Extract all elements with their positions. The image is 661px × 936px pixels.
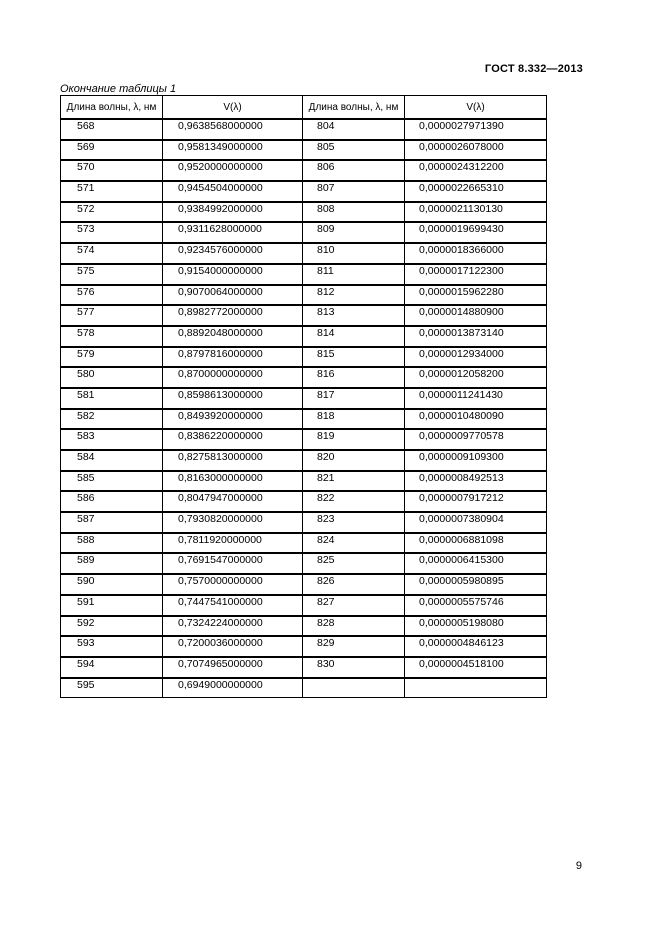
table-row <box>61 574 547 595</box>
v-lambda-cell: 0,0000026078000 <box>405 140 547 161</box>
v-lambda-cell: 0,9638568000000 <box>163 119 303 140</box>
table-row <box>61 243 547 264</box>
table-row <box>61 222 547 243</box>
table-row <box>61 285 547 306</box>
wavelength-cell: 588 <box>61 533 163 554</box>
table-row <box>61 326 547 347</box>
table-row <box>61 140 547 161</box>
v-lambda-cell <box>405 678 547 698</box>
wavelength-cell: 819 <box>303 429 405 450</box>
wavelength-cell: 805 <box>303 140 405 161</box>
column-header-v-lambda: V(λ) <box>405 96 547 120</box>
wavelength-cell <box>303 678 405 698</box>
wavelength-cell: 820 <box>303 450 405 471</box>
table-row <box>61 367 547 388</box>
wavelength-cell: 569 <box>61 140 163 161</box>
wavelength-cell: 583 <box>61 429 163 450</box>
v-lambda-cell: 0,0000006881098 <box>405 533 547 554</box>
wavelength-cell: 828 <box>303 616 405 637</box>
wavelength-cell: 571 <box>61 181 163 202</box>
wavelength-cell: 585 <box>61 471 163 492</box>
wavelength-cell: 823 <box>303 512 405 533</box>
v-lambda-cell: 0,9234576000000 <box>163 243 303 264</box>
v-lambda-cell: 0,8982772000000 <box>163 305 303 326</box>
wavelength-cell: 593 <box>61 636 163 657</box>
table-row <box>61 512 547 533</box>
v-lambda-cell: 0,8047947000000 <box>163 491 303 512</box>
v-lambda-cell: 0,0000008492513 <box>405 471 547 492</box>
v-lambda-cell: 0,8700000000000 <box>163 367 303 388</box>
wavelength-cell: 808 <box>303 202 405 223</box>
wavelength-cell: 594 <box>61 657 163 678</box>
table-row <box>61 471 547 492</box>
v-lambda-cell: 0,0000022665310 <box>405 181 547 202</box>
wavelength-cell: 812 <box>303 285 405 306</box>
column-header-wavelength: Длина волны, λ, нм <box>303 96 405 120</box>
table-row <box>61 636 547 657</box>
v-lambda-cell: 0,7324224000000 <box>163 616 303 637</box>
wavelength-cell: 809 <box>303 222 405 243</box>
wavelength-cell: 570 <box>61 160 163 181</box>
table-row <box>61 678 547 698</box>
v-lambda-cell: 0,9311628000000 <box>163 222 303 243</box>
v-lambda-cell: 0,0000019699430 <box>405 222 547 243</box>
wavelength-cell: 830 <box>303 657 405 678</box>
table-row <box>61 533 547 554</box>
table-row <box>61 616 547 637</box>
wavelength-cell: 826 <box>303 574 405 595</box>
wavelength-cell: 816 <box>303 367 405 388</box>
table-row <box>61 160 547 181</box>
column-header-v-lambda: V(λ) <box>163 96 303 120</box>
v-lambda-cell: 0,0000004518100 <box>405 657 547 678</box>
v-lambda-cell: 0,7811920000000 <box>163 533 303 554</box>
v-lambda-cell: 0,8275813000000 <box>163 450 303 471</box>
v-lambda-cell: 0,7691547000000 <box>163 553 303 574</box>
wavelength-cell: 804 <box>303 119 405 140</box>
table-row <box>61 553 547 574</box>
wavelength-cell: 589 <box>61 553 163 574</box>
wavelength-cell: 818 <box>303 409 405 430</box>
table-row <box>61 347 547 368</box>
v-lambda-cell: 0,0000006415300 <box>405 553 547 574</box>
wavelength-cell: 579 <box>61 347 163 368</box>
wavelength-cell: 829 <box>303 636 405 657</box>
v-lambda-cell: 0,8493920000000 <box>163 409 303 430</box>
wavelength-cell: 568 <box>61 119 163 140</box>
v-lambda-cell: 0,0000013873140 <box>405 326 547 347</box>
v-lambda-cell: 0,0000005198080 <box>405 616 547 637</box>
wavelength-cell: 817 <box>303 388 405 409</box>
wavelength-cell: 592 <box>61 616 163 637</box>
v-lambda-cell: 0,0000011241430 <box>405 388 547 409</box>
table-row <box>61 429 547 450</box>
v-lambda-cell: 0,0000012934000 <box>405 347 547 368</box>
document-code: ГОСТ 8.332—2013 <box>484 63 583 75</box>
v-lambda-cell: 0,0000015962280 <box>405 285 547 306</box>
v-lambda-cell: 0,9520000000000 <box>163 160 303 181</box>
v-lambda-cell: 0,0000014880900 <box>405 305 547 326</box>
wavelength-cell: 582 <box>61 409 163 430</box>
v-lambda-cell: 0,0000004846123 <box>405 636 547 657</box>
v-lambda-cell: 0,9454504000000 <box>163 181 303 202</box>
v-lambda-cell: 0,6949000000000 <box>163 678 303 698</box>
wavelength-cell: 595 <box>61 678 163 698</box>
table-row <box>61 202 547 223</box>
wavelength-cell: 573 <box>61 222 163 243</box>
column-header-wavelength: Длина волны, λ, нм <box>61 96 163 120</box>
v-lambda-cell: 0,7930820000000 <box>163 512 303 533</box>
wavelength-cell: 591 <box>61 595 163 616</box>
v-lambda-cell: 0,0000005980895 <box>405 574 547 595</box>
wavelength-cell: 581 <box>61 388 163 409</box>
wavelength-cell: 577 <box>61 305 163 326</box>
v-lambda-cell: 0,0000005575746 <box>405 595 547 616</box>
table-header-row <box>61 96 547 120</box>
v-lambda-cell: 0,9581349000000 <box>163 140 303 161</box>
wavelength-cell: 825 <box>303 553 405 574</box>
v-lambda-cell: 0,7447541000000 <box>163 595 303 616</box>
wavelength-cell: 584 <box>61 450 163 471</box>
v-lambda-cell: 0,0000024312200 <box>405 160 547 181</box>
wavelength-cell: 827 <box>303 595 405 616</box>
wavelength-cell: 814 <box>303 326 405 347</box>
table-row <box>61 595 547 616</box>
v-lambda-cell: 0,9154000000000 <box>163 264 303 285</box>
wavelength-cell: 580 <box>61 367 163 388</box>
table-row <box>61 181 547 202</box>
v-lambda-cell: 0,8386220000000 <box>163 429 303 450</box>
wavelength-cell: 813 <box>303 305 405 326</box>
wavelength-cell: 815 <box>303 347 405 368</box>
table-row <box>61 409 547 430</box>
v-lambda-cell: 0,0000027971390 <box>405 119 547 140</box>
wavelength-cell: 811 <box>303 264 405 285</box>
wavelength-cell: 806 <box>303 160 405 181</box>
v-lambda-cell: 0,0000010480090 <box>405 409 547 430</box>
v-lambda-cell: 0,0000021130130 <box>405 202 547 223</box>
table-row <box>61 264 547 285</box>
v-lambda-cell: 0,0000017122300 <box>405 264 547 285</box>
v-lambda-cell: 0,7074965000000 <box>163 657 303 678</box>
wavelength-cell: 590 <box>61 574 163 595</box>
v-lambda-cell: 0,9384992000000 <box>163 202 303 223</box>
luminous-efficiency-table <box>60 95 547 698</box>
wavelength-cell: 575 <box>61 264 163 285</box>
v-lambda-cell: 0,0000018366000 <box>405 243 547 264</box>
v-lambda-cell: 0,9070064000000 <box>163 285 303 306</box>
table-row <box>61 657 547 678</box>
wavelength-cell: 824 <box>303 533 405 554</box>
v-lambda-cell: 0,0000009109300 <box>405 450 547 471</box>
table-caption: Окончание таблицы 1 <box>60 83 177 95</box>
wavelength-cell: 586 <box>61 491 163 512</box>
table-row <box>61 491 547 512</box>
v-lambda-cell: 0,8598613000000 <box>163 388 303 409</box>
table-row <box>61 450 547 471</box>
v-lambda-cell: 0,0000009770578 <box>405 429 547 450</box>
v-lambda-cell: 0,7570000000000 <box>163 574 303 595</box>
wavelength-cell: 587 <box>61 512 163 533</box>
v-lambda-cell: 0,8797816000000 <box>163 347 303 368</box>
v-lambda-cell: 0,8892048000000 <box>163 326 303 347</box>
wavelength-cell: 578 <box>61 326 163 347</box>
v-lambda-cell: 0,0000007380904 <box>405 512 547 533</box>
wavelength-cell: 822 <box>303 491 405 512</box>
wavelength-cell: 576 <box>61 285 163 306</box>
table-row <box>61 119 547 140</box>
table-row <box>61 388 547 409</box>
wavelength-cell: 821 <box>303 471 405 492</box>
v-lambda-cell: 0,0000007917212 <box>405 491 547 512</box>
wavelength-cell: 574 <box>61 243 163 264</box>
table-row <box>61 305 547 326</box>
page-number: 9 <box>575 860 582 872</box>
v-lambda-cell: 0,0000012058200 <box>405 367 547 388</box>
wavelength-cell: 810 <box>303 243 405 264</box>
v-lambda-cell: 0,8163000000000 <box>163 471 303 492</box>
wavelength-cell: 807 <box>303 181 405 202</box>
wavelength-cell: 572 <box>61 202 163 223</box>
v-lambda-cell: 0,7200036000000 <box>163 636 303 657</box>
